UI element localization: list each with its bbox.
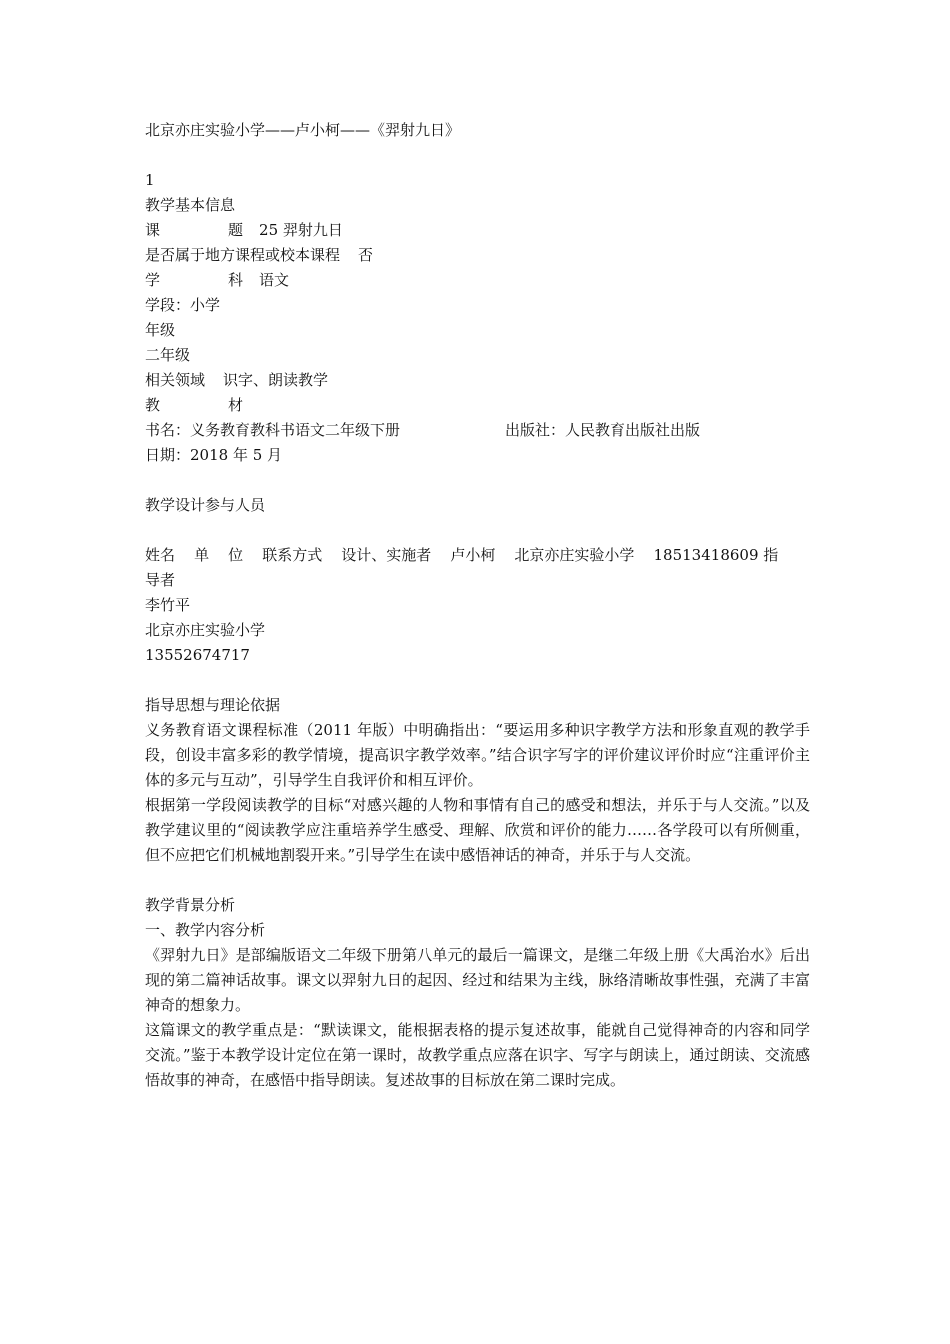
book-name: 书名：义务教育教科书语文二年级下册	[145, 421, 401, 439]
publisher: 出版社：人民教育出版社出版	[505, 421, 701, 439]
participants-row-line-1: 姓名 单 位 联系方式 设计、实施者 卢小柯 北京亦庄实验小学 18513418609 指	[145, 546, 779, 564]
background-paragraph-1: 《羿射九日》是部编版语文二年级下册第八单元的最后一篇课文，是继二年级上册《大禹治水》后出现的第二篇神话故事。课文以羿射九日的起因、经过和结果为主线，脉络清晰故事性强，充满了丰富神奇的想象力。	[145, 946, 810, 1014]
field-label: 相关领域	[145, 371, 206, 389]
background-paragraph-2: 这篇课文的教学重点是：“默读课文，能根据表格的提示复述故事，能就自己觉得神奇的内容和同学交流。”鉴于本教学设计定位在第一课时，故教学重点应落在识字、写字与朗读上，通过朗读、交流感悟故事的神奇，在感悟中指导朗读。复述故事的目标放在第二课时完成。	[145, 1021, 810, 1089]
theory-heading: 指导思想与理论依据	[145, 696, 281, 714]
topic-label-1: 课	[145, 221, 161, 239]
textbook-row	[145, 393, 810, 418]
advisor-name: 李竹平	[145, 596, 191, 614]
page-number: 1	[145, 171, 155, 189]
local-course-row	[145, 243, 810, 268]
textbook-label-1: 教	[145, 396, 161, 414]
local-course-label: 是否属于地方课程或校本课程	[145, 246, 341, 264]
participants-row-line-2: 导者	[145, 571, 176, 589]
theory-paragraph-2: 根据第一学段阅读教学的目标“对感兴趣的人物和事情有自己的感受和想法，并乐于与人交流。”以及教学建议里的“阅读教学应注重培养学生感受、理解、欣赏和评价的能力……各学段可以有所侧重，但不应把它们机械地割裂开来。”引导学生在读中感悟神话的神奇，并乐于与人交流。	[145, 796, 810, 864]
document-title: 北京亦庄实验小学——卢小柯——《羿射九日》	[145, 121, 461, 139]
advisor-phone: 13552674717	[145, 646, 250, 664]
theory-paragraph-1: 义务教育语文课程标准（2011 年版）中明确指出：“要运用多种识字教学方法和形象直观的教学手段，创设丰富多彩的教学情境，提高识字教学效率。”结合识字写字的评价建议评价时应“注重评价主体的多元与互动”，引导学生自我评价和相互评价。	[145, 721, 810, 789]
basic-info-heading: 教学基本信息	[145, 196, 236, 214]
subject-label-2: 科	[228, 271, 244, 289]
book-row	[145, 418, 810, 443]
subject-value: 语文	[259, 271, 290, 289]
date-row: 日期：2018 年 5 月	[145, 446, 283, 464]
topic-row	[145, 218, 810, 243]
advisor-unit: 北京亦庄实验小学	[145, 621, 266, 639]
document-page	[145, 118, 810, 1093]
grade-value: 二年级	[145, 346, 191, 364]
subject-row	[145, 268, 810, 293]
content-analysis-heading: 一、教学内容分析	[145, 921, 266, 939]
background-heading: 教学背景分析	[145, 896, 236, 914]
local-course-value: 否	[358, 246, 374, 264]
topic-label-2: 题	[228, 221, 244, 239]
field-value: 识字、朗读教学	[223, 371, 329, 389]
grade-label: 年级	[145, 321, 176, 339]
topic-value: 25 羿射九日	[259, 221, 343, 239]
subject-label-1: 学	[145, 271, 161, 289]
field-row	[145, 368, 810, 393]
participants-heading: 教学设计参与人员	[145, 496, 266, 514]
textbook-label-2: 材	[228, 396, 244, 414]
stage-row: 学段：小学	[145, 296, 221, 314]
